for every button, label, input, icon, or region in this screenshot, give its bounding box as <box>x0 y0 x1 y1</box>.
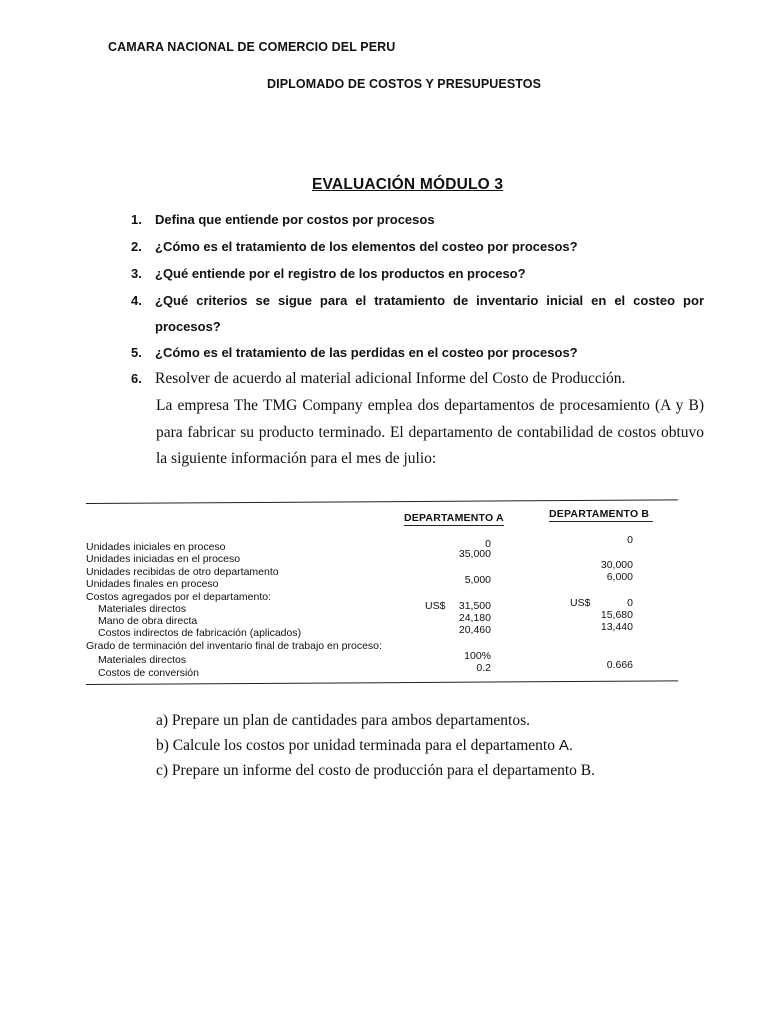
dept-a-value: 24,180 <box>458 612 491 624</box>
question-number: 4. <box>131 293 142 308</box>
table-row-label: Costos agregados por el departamento: <box>86 591 272 603</box>
task-b <box>156 733 595 758</box>
dept-a-value: 5,000 <box>464 574 491 586</box>
dept-b-value: 15,680 <box>600 609 633 621</box>
table-row-label: Unidades finales en proceso <box>86 578 219 590</box>
dept-b-value: 0 <box>627 534 633 546</box>
table-row-label: Materiales directos <box>98 654 187 666</box>
dept-a-value: 20,460 <box>458 624 491 636</box>
dept-b-value: 13,440 <box>600 621 633 633</box>
question-number: 2. <box>131 239 142 254</box>
question-number: 6. <box>131 371 142 386</box>
dept-a-value: 0.2 <box>476 662 491 674</box>
dept-b-value: 0.666 <box>606 659 633 671</box>
question-text: Resolver de acuerdo al material adicional Informe del Costo de Producción. <box>155 370 626 387</box>
dept-a-header: DEPARTAMENTO A <box>404 512 504 524</box>
question-text-line-2: procesos? <box>155 319 221 334</box>
task-c: c) Prepare un informe del costo de producción para el departamento B. <box>156 762 595 779</box>
dept-b-currency: US$ <box>570 597 591 609</box>
question-5 <box>131 340 704 366</box>
table-top-rule <box>86 499 678 504</box>
question-2 <box>131 234 704 260</box>
dept-b-value: 6,000 <box>606 571 633 583</box>
paragraph-line-3: la siguiente información para el mes de julio: <box>156 450 437 467</box>
task-b-department: A. <box>558 737 574 754</box>
table-row-label: Costos indirectos de fabricación (aplicados) <box>98 627 302 639</box>
question-number: 5. <box>131 345 142 360</box>
question-text: ¿Cómo es el tratamiento de las perdidas en el costeo por procesos? <box>155 345 578 360</box>
table-row-label: Unidades recibidas de otro departamento <box>86 566 279 578</box>
question-text: Defina que entiende por costos por procesos <box>155 212 435 227</box>
paragraph-line-1: La empresa The TMG Company emplea dos departamentos de procesamiento (A y B) <box>156 397 704 414</box>
question-1 <box>131 207 704 233</box>
question-number: 3. <box>131 266 142 281</box>
table-bottom-rule <box>86 680 678 685</box>
table-row-label: Mano de obra directa <box>98 615 198 627</box>
question-6 <box>131 366 704 392</box>
dept-a-currency: US$ <box>425 600 446 612</box>
dept-b-value: 0 <box>627 597 633 609</box>
table-row-label: Costos de conversión <box>98 667 199 679</box>
page-title: EVALUACIÓN MÓDULO 3 <box>312 176 504 193</box>
question-number: 1. <box>131 212 142 227</box>
dept-a-value: 0 <box>485 538 491 550</box>
question-3 <box>131 261 704 287</box>
problem-paragraph <box>156 393 704 473</box>
dept-a-header-underline <box>404 525 504 526</box>
dept-b-header: DEPARTAMENTO B <box>549 508 650 520</box>
institution-header: CAMARA NACIONAL DE COMERCIO DEL PERU <box>108 40 396 54</box>
question-text: ¿Cómo es el tratamiento de los elementos del costeo por procesos? <box>155 239 578 254</box>
paragraph-line-2: para fabricar su producto terminado. El departamento de contabilidad de costos obtuvo <box>156 423 704 441</box>
question-4 <box>131 288 704 340</box>
dept-a-value: 35,000 <box>458 548 491 560</box>
dept-a-value: 100% <box>464 650 491 662</box>
task-a: a) Prepare un plan de cantidades para ambos departamentos. <box>156 712 530 729</box>
table-row-label: Grado de terminación del inventario final de trabajo en proceso: <box>86 640 382 652</box>
table-row-label: Unidades iniciadas en el proceso <box>86 553 241 565</box>
table-row-label: Unidades iniciales en proceso <box>86 541 226 553</box>
dept-b-value: 30,000 <box>600 559 633 571</box>
task-b-text: b) Calcule los costos por unidad terminada para el departamento <box>156 737 559 754</box>
program-header: DIPLOMADO DE COSTOS Y PRESUPUESTOS <box>267 77 542 91</box>
task-list <box>156 708 595 783</box>
question-text: ¿Qué entiende por el registro de los productos en proceso? <box>155 266 526 281</box>
dept-b-header-underline <box>549 521 653 522</box>
question-text-line-1: ¿Qué criterios se sigue para el tratamiento de inventario inicial en el costeo por <box>155 293 704 308</box>
dept-a-value: 31,500 <box>458 600 491 612</box>
table-row-label: Materiales directos <box>98 603 187 615</box>
